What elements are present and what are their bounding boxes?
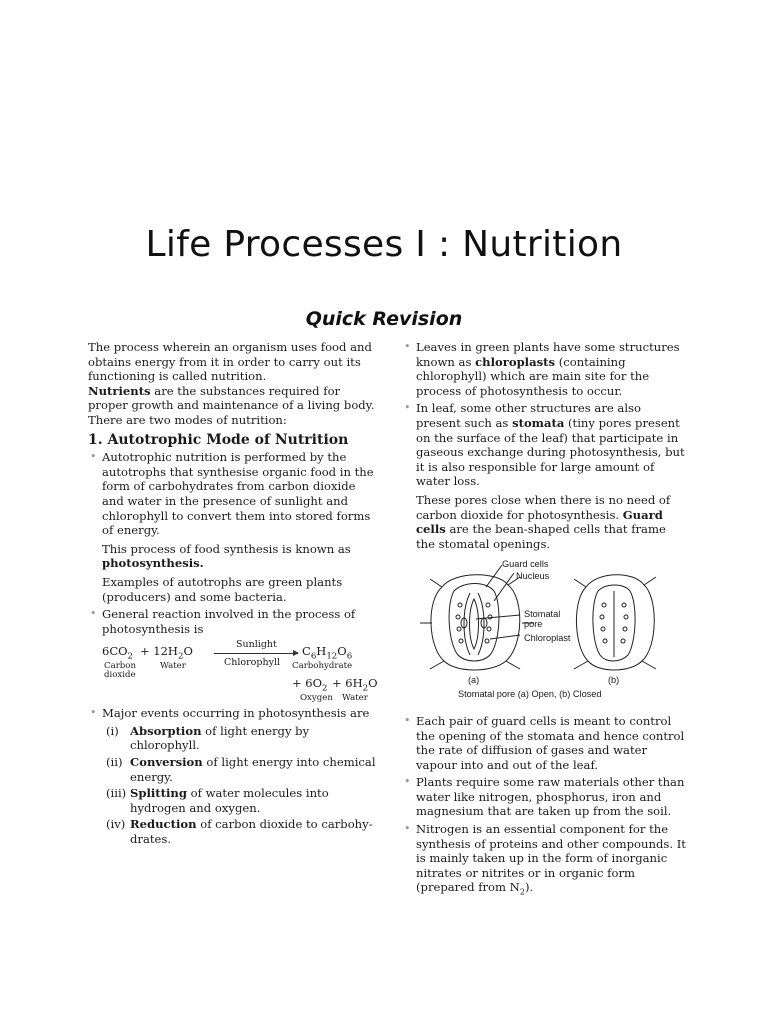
nitrogen-text: Nitrogen is an essential component for the synthesis of proteins and other compounds. It is mainly taken up in the form of inorganic nitrates or nitrites or in organic form (prepared from N xyxy=(416,822,686,895)
nitrogen-text-end: ). xyxy=(524,880,534,895)
photosynthesis-term: photosynthesis. xyxy=(102,556,204,571)
events-list xyxy=(88,724,380,847)
event-item xyxy=(106,755,380,784)
event-number: (i) xyxy=(106,723,119,738)
event-item xyxy=(106,817,380,846)
event-number: (iii) xyxy=(106,786,127,801)
list-item xyxy=(88,607,380,704)
autotrophic-heading: 1. Autotrophic Mode of Nutrition xyxy=(88,431,349,448)
event-text: of light energy by chlorophyll. xyxy=(130,723,310,753)
photosynthesis-text: This process of food synthesis is known as xyxy=(102,541,351,556)
stomata-term: stomata xyxy=(512,415,565,430)
guard-cells-term: Guard cells xyxy=(416,507,663,537)
eq-chlorophyll: Chlorophyll xyxy=(224,657,281,669)
eq-label-carbohydrate: Carbohydrate xyxy=(292,661,353,672)
nutrients-text: are the substances required for proper growth and maintenance of a living body. xyxy=(88,383,375,413)
chloroplast-text-a: Leaves in green plants have some structures known as xyxy=(416,340,680,369)
event-number: (iv) xyxy=(106,817,126,832)
leaf-list xyxy=(402,340,686,551)
page-title: Life Processes I : Nutrition xyxy=(145,224,623,265)
eq-water-product: + $6H_2O$ xyxy=(332,676,378,694)
eq-co2: $6CO_2$ xyxy=(102,644,134,662)
eq-oxygen: + $6O_2$ xyxy=(292,676,328,694)
nutrient-list xyxy=(402,714,686,900)
autotrophic-list xyxy=(88,450,380,721)
eq-glucose: $C_6H_{12}O_6$ xyxy=(302,644,353,662)
event-item xyxy=(106,724,380,753)
chloroplast-text-b: (containing chlorophyll) which are main site for the process of photosynthesis to occur. xyxy=(416,354,650,398)
event-text: of water molecules into hydrogen and oxygen. xyxy=(130,786,329,815)
eq-label-oxygen: Oxygen xyxy=(300,693,333,704)
eq-label-water: Water xyxy=(160,661,186,672)
photosynthesis-line xyxy=(102,542,380,571)
nitrogen-subscript: 2 xyxy=(519,887,525,897)
reaction-intro: General reaction involved in the process of photosynthesis is xyxy=(102,607,356,636)
list-item xyxy=(402,822,686,900)
intro-paragraph: The process wherein an organism uses food and obtains energy from it in order to carry out its functioning is called nutrition. xyxy=(88,340,372,384)
nutrients-term: Nutrients xyxy=(88,383,151,398)
guard-cells-paragraph xyxy=(416,493,686,551)
event-text: of carbon dioxide to carbohy-drates. xyxy=(130,817,373,847)
eq-label-dioxide: dioxide xyxy=(104,670,136,681)
event-text: of light energy into chemical energy. xyxy=(130,755,376,784)
chloroplast-term: chloroplasts xyxy=(475,354,556,369)
list-item xyxy=(402,340,686,398)
list-item: • Each pair of guard cells is meant to control the opening of the stomata and hence control the rate of diffusion of gases and water vapour into and out of the leaf. xyxy=(402,714,686,772)
major-events-intro: Major events occurring in photosynthesis are xyxy=(102,706,370,721)
stomata-text-b: (tiny pores present on the surface of the leaf) that participate in gaseous exchange during photosynthesis, but it is also responsible for large amount of water loss. xyxy=(416,415,685,489)
section-subtitle: Quick Revision xyxy=(305,308,463,330)
list-item: • Plants require some raw materials other than water like nitrogen, phosphorus, iron and magnesium that are taken up from the soil. xyxy=(402,775,686,819)
stomata-figure xyxy=(402,557,686,685)
list-item xyxy=(402,401,686,551)
modes-line: There are two modes of nutrition: xyxy=(88,412,287,427)
label-b: (b) xyxy=(608,675,620,686)
event-item xyxy=(106,786,380,815)
left-column xyxy=(88,340,380,849)
figure-caption: Stomatal pore (a) Open, (b) Closed xyxy=(458,689,602,700)
event-number: (ii) xyxy=(106,755,123,770)
event-term: Absorption xyxy=(130,723,202,738)
event-term: Reduction xyxy=(130,817,197,832)
label-pore: pore xyxy=(524,619,543,630)
label-stomatal: Stomatal xyxy=(524,609,561,620)
nutrients-paragraph xyxy=(88,384,380,413)
stomata-text-a: In leaf, some other structures are also present such as xyxy=(416,401,641,430)
photosynthesis-equation xyxy=(102,638,380,704)
right-column xyxy=(402,340,686,903)
label-guard-cells: Guard cells xyxy=(502,559,549,570)
autotrophic-definition: Autotrophic nutrition is performed by the autotrophs that synthesise organic food in the form of carbohydrates from carbon dioxide and water in the presence of sunlight and chlorophyll to convert them into stored forms of energy. xyxy=(102,450,374,538)
event-term: Splitting xyxy=(130,786,187,801)
label-nucleus: Nucleus xyxy=(516,571,550,582)
guard-text-b: are the bean-shaped cells that frame the stomatal openings. xyxy=(416,522,666,551)
guard-text-a: These pores close when there is no need of carbon dioxide for photosynthesis. xyxy=(416,492,671,522)
label-chloroplast: Chloroplast xyxy=(524,633,571,644)
eq-water: + $12H_2O$ xyxy=(140,644,193,662)
label-a: (a) xyxy=(468,675,480,686)
list-item xyxy=(88,706,380,721)
eq-sunlight: Sunlight xyxy=(236,639,277,651)
reaction-arrow xyxy=(214,653,298,654)
eq-label-carbon: Carbon xyxy=(104,661,137,672)
autotroph-examples: Examples of autotrophs are green plants (producers) and some bacteria. xyxy=(102,574,343,604)
eq-label-water2: Water xyxy=(342,693,368,704)
event-term: Conversion xyxy=(130,755,203,770)
list-item xyxy=(88,450,380,604)
